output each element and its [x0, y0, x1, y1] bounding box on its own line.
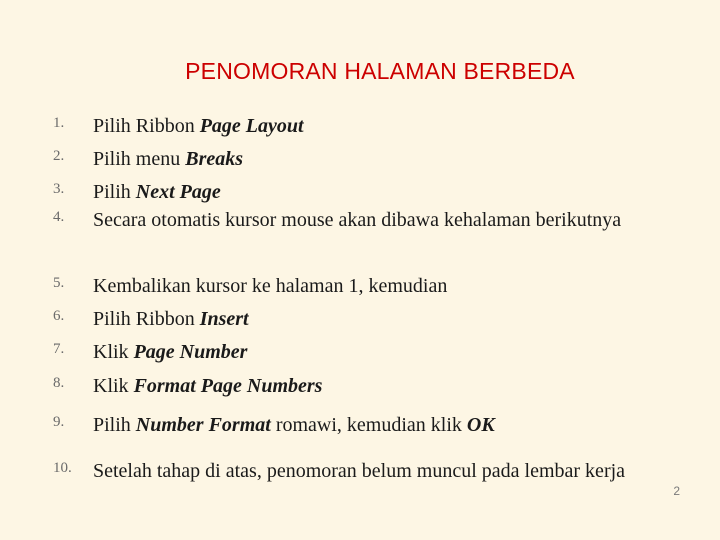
- list-text: Klik Page Number: [93, 341, 248, 363]
- page-number: 2: [673, 484, 680, 498]
- list-text: Pilih Ribbon Page Layout: [93, 115, 304, 137]
- list-number: 3.: [53, 181, 65, 197]
- list-number: 4.: [53, 209, 65, 225]
- list-number: 6.: [53, 308, 65, 324]
- list-number: 8.: [53, 375, 65, 391]
- list-number: 2.: [53, 148, 65, 164]
- list-text: Kembalikan kursor ke halaman 1, kemudian: [93, 275, 448, 297]
- list-number: 7.: [53, 341, 65, 357]
- slide-title: PENOMORAN HALAMAN BERBEDA: [185, 58, 575, 84]
- list-text: Pilih Ribbon Insert: [93, 308, 249, 330]
- list-text: Pilih Next Page: [93, 181, 221, 203]
- list-text: Pilih menu Breaks: [93, 148, 244, 170]
- list-text: Pilih Number Format romawi, kemudian klik OK: [93, 414, 495, 436]
- list-text: Klik Format Page Numbers: [93, 375, 323, 397]
- list-number: 5.: [53, 275, 65, 291]
- list-number: 10.: [53, 460, 72, 476]
- list-number: 1.: [53, 115, 65, 131]
- list-text: Secara otomatis kursor mouse akan dibawa kehalaman berikutnya: [93, 209, 622, 231]
- list-number: 9.: [53, 414, 65, 430]
- list-text: Setelah tahap di atas, penomoran belum muncul pada lembar kerja: [93, 460, 626, 482]
